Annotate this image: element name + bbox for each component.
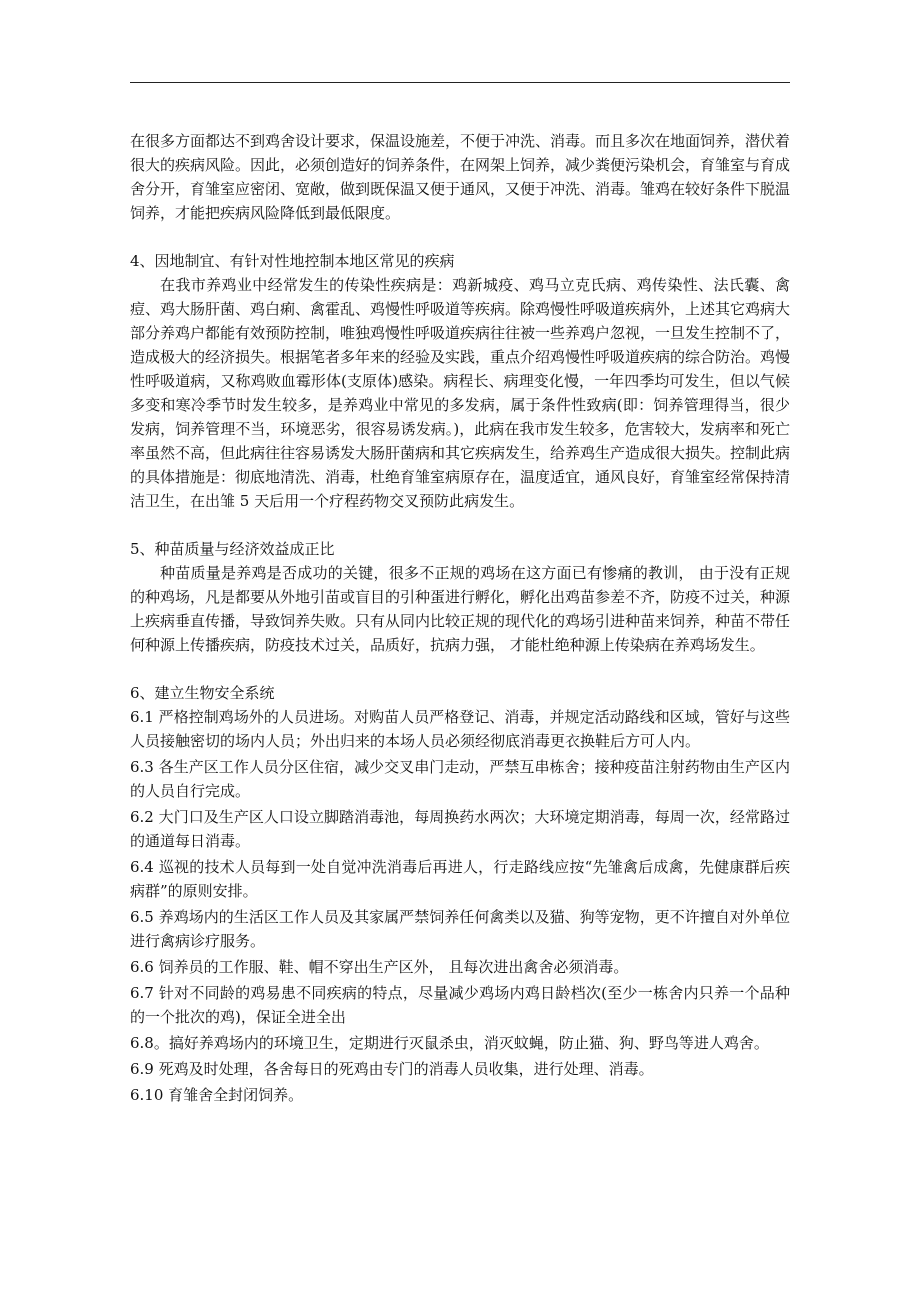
intro-paragraph: 在很多方面都达不到鸡舍设计要求，保温设施差，不便于冲洗、消毒。而且多次在地面饲养，潜伏着很大的疾病风险。因此，必须创造好的饲养条件，在网架上饲养，减少粪便污染机会，育雏室与育成舍分开，育雏室应密闭、宽敞，做到既保温又便于通风，又便于冲洗、消毒。雏鸡在较好条件下脱温饲养，才能把疾病风险降低到最低限度。 bbox=[130, 132, 791, 222]
section-gap bbox=[130, 657, 790, 681]
section-gap bbox=[130, 225, 790, 249]
list-item-6-10: 6.10 育雏舍全封闭饲养。 bbox=[130, 1086, 304, 1104]
header-rule bbox=[130, 82, 790, 83]
section-4-body: 在我市养鸡业中经常发生的传染性疾病是：鸡新城疫、鸡马立克氏病、鸡传染性、法氏囊、禽痘、鸡大肠肝菌、鸡白痢、禽霍乱、鸡慢性呼吸道等疾病。除鸡慢性呼吸道疾病外，上述其它鸡病大部分养鸡户都能有效预防控制，唯独鸡慢性呼吸道疾病往往被一些养鸡户忽视，一旦发生控制不了，造成极大的经济损失。根据笔者多年来的经验及实践，重点介绍鸡慢性呼吸道疾病的综合防治。鸡慢性呼吸道病，又称鸡败血霉形体(支原体)感染。病程长、病理变化慢，一年四季均可发生，但以气候多变和寒冷季节时发生较多，是养鸡业中常见的多发病，属于条件性致病(即：饲养管理得当，很少发病，饲养管理不当，环境恶劣，很容易诱发病。)，此病在我市发生较多，危害较大，发病率和死亡率虽然不高，但此病往往容易诱发大肠肝菌病和其它疾病发生，给养鸡生产造成很大损失。控制此病的具体措施是：彻底地清洗、消毒，杜绝育雏室病原存在，温度适宜，通风良好，育雏室经常保持清洁卫生，在出雏 5 天后用一个疗程药物交叉预防此病发生。 bbox=[130, 276, 791, 510]
list-item-6-4: 6.4 巡视的技术人员每到一处自觉冲洗消毒后再进人，行走路线应按“先雏禽后成禽，先健康群后疾病群”的原则安排。 bbox=[130, 858, 790, 900]
list-item-6-7: 6.7 针对不同龄的鸡易患不同疾病的特点，尽量减少鸡场内鸡日龄档次(至少一栋舍内只养一个品种的一个批次的鸡)，保证全进全出 bbox=[130, 984, 790, 1026]
list-item-6-8: 6.8。搞好养鸡场内的环境卫生，定期进行灭鼠杀虫，消灭蚊蝇，防止猫、狗、野鸟等进人鸡舍。 bbox=[130, 1034, 769, 1052]
section-6-heading: 6、建立生物安全系统 bbox=[130, 684, 275, 702]
list-item-6-5: 6.5 养鸡场内的生活区工作人员及其家属严禁饲养任何禽类以及猫、狗等宠物，更不许擅自对外单位进行禽病诊疗服务。 bbox=[130, 908, 790, 950]
document-body bbox=[130, 129, 790, 1109]
list-item-6-2: 6.2 大门口及生产区人口设立脚踏消毒池，每周换药水两次；大环境定期消毒，每周一次，经常路过的通道每日消毒。 bbox=[130, 808, 790, 850]
list-item-6-1: 6.1 严格控制鸡场外的人员进场。对购苗人员严格登记、消毒，并规定活动路线和区域，管好与这些人员接触密切的场内人员；外出归来的本场人员必须经彻底消毒更衣换鞋后方可人内。 bbox=[130, 708, 790, 750]
section-4-heading: 4、因地制宜、有针对性地控制本地区常见的疾病 bbox=[130, 252, 455, 270]
list-item-6-3: 6.3 各生产区工作人员分区住宿，减少交叉串门走动，严禁互串栋舍；接种疫苗注射药物由生产区内的人员自行完成。 bbox=[130, 758, 790, 800]
list-item-6-9: 6.9 死鸡及时处理，各舍每日的死鸡由专门的消毒人员收集，进行处理、消毒。 bbox=[130, 1060, 654, 1078]
section-gap bbox=[130, 513, 790, 537]
section-5-body: 种苗质量是养鸡是否成功的关键，很多不正规的鸡场在这方面已有惨痛的教训， 由于没有正规的种鸡场，凡是都要从外地引苗或盲目的引种蛋进行孵化，孵化出鸡苗参差不齐，防疫不过关，种源上疾病垂直传播，导致饲养失败。只有从同内比较正规的现代化的鸡场引进种苗来饲养，种苗不带任何种源上传播疾病，防疫技术过关，品质好，抗病力强， 才能杜绝种源上传染病在养鸡场发生。 bbox=[130, 564, 791, 654]
section-5-heading: 5、种苗质量与经济效益成正比 bbox=[130, 540, 335, 558]
list-item-6-6: 6.6 饲养员的工作服、鞋、帽不穿出生产区外， 且每次进出禽舍必须消毒。 bbox=[130, 958, 629, 976]
